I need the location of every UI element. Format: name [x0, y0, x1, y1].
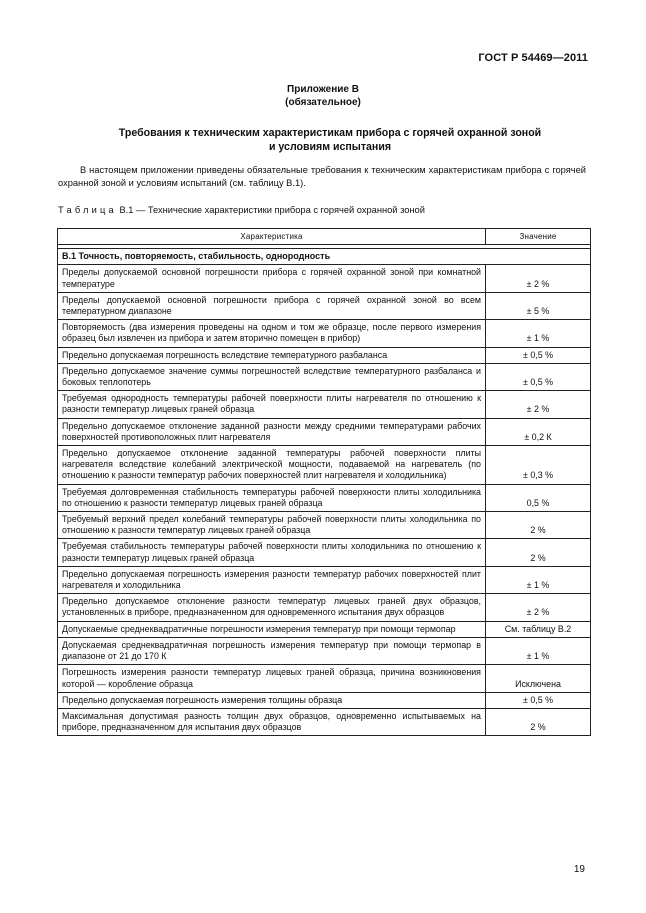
- characteristic-cell: Погрешность измерения разности температур лицевых граней образца, причина возникновения которой — коробление образца: [58, 665, 486, 692]
- value-cell: ± 0,5 %: [486, 363, 591, 390]
- characteristic-cell: Требуемый верхний предел колебаний температуры рабочей поверхности плиты холодильника по отношению к разности температур лицевых граней образца: [58, 512, 486, 539]
- value-cell: 2 %: [486, 512, 591, 539]
- table-body: [58, 245, 591, 736]
- characteristic-cell: Повторяемость (два измерения проведены на одном и том же образце, после первого измерения образец был извлечен из прибора и затем вторично помещен в прибор): [58, 320, 486, 347]
- value-cell: ± 1 %: [486, 637, 591, 664]
- annex-status: (обязательное): [285, 97, 361, 108]
- table-row: [58, 512, 591, 539]
- value-cell: ± 2 %: [486, 265, 591, 292]
- section-title: В.1 Точность, повторяемость, стабильность, однородность: [58, 249, 591, 265]
- intro-paragraph: В настоящем приложении приведены обязательные требования к техническим характеристикам прибора с горячей охранной зоной и условиям испытаний (см. таблицу В.1).: [58, 165, 586, 188]
- value-cell: ± 2 %: [486, 391, 591, 418]
- value-cell: ± 0,5 %: [486, 347, 591, 363]
- section-row: [58, 249, 591, 265]
- value-cell: 2 %: [486, 539, 591, 566]
- table-row: [58, 621, 591, 637]
- value-cell: ± 0,2 К: [486, 418, 591, 445]
- annex-title: [0, 83, 646, 109]
- table-row: [58, 363, 591, 390]
- table-caption-word: Таблица: [58, 205, 117, 215]
- characteristic-cell: Предельно допускаемая погрешность измерения толщины образца: [58, 692, 486, 708]
- value-cell: ± 1 %: [486, 320, 591, 347]
- table-row: [58, 320, 591, 347]
- table-row: [58, 566, 591, 593]
- column-header-characteristic: Характеристика: [58, 229, 486, 245]
- characteristic-cell: Максимальная допустимая разность толщин двух образцов, одновременно испытываемых на приборе, предназначенном для испытания двух образцов: [58, 708, 486, 735]
- characteristic-cell: Предельно допускаемая погрешность вследствие температурного разбаланса: [58, 347, 486, 363]
- characteristic-cell: Требуемая долговременная стабильность температуры рабочей поверхности плиты холодильника по отношению к разности температур лицевых граней образца: [58, 484, 486, 511]
- value-cell: 2 %: [486, 708, 591, 735]
- table-row: [58, 594, 591, 621]
- table-row: [58, 484, 591, 511]
- page-number: 19: [573, 864, 585, 875]
- annex-heading: [40, 126, 620, 154]
- characteristic-cell: Предельно допускаемое значение суммы погрешностей вследствие температурного разбаланса и боковых теплопотерь: [58, 363, 486, 390]
- table-row: [58, 665, 591, 692]
- characteristic-cell: Допускаемая среднеквадратичная погрешность измерения температур при помощи термопар в диапазоне от 21 до 170 К: [58, 637, 486, 664]
- table-row: [58, 446, 591, 485]
- annex-heading-line-1: Требования к техническим характеристикам прибора с горячей охранной зоной: [118, 127, 542, 139]
- table-caption: [58, 204, 598, 216]
- table-row: [58, 637, 591, 664]
- characteristic-cell: Предельно допускаемая погрешность измерения разности температур рабочих поверхностей плит нагревателя и холодильника: [58, 566, 486, 593]
- table-row: [58, 292, 591, 319]
- annex-label: Приложение В: [287, 84, 359, 95]
- characteristic-cell: Предельно допускаемое отклонение разности температур лицевых граней двух образцов, установленных в приборе, предназначенном для одновременного испытания двух образцов: [58, 594, 486, 621]
- table-row: [58, 265, 591, 292]
- characteristic-cell: Допускаемые среднеквадратичные погрешности измерения температур при помощи термопар: [58, 621, 486, 637]
- characteristic-cell: Пределы допускаемой основной погрешности прибора с горячей охранной зоной при комнатной температуре: [58, 265, 486, 292]
- table-row: [58, 692, 591, 708]
- table-row: [58, 539, 591, 566]
- document-code: ГОСТ Р 54469—2011: [478, 52, 588, 64]
- table-row: [58, 418, 591, 445]
- annex-heading-line-2: и условиям испытания: [268, 141, 392, 153]
- table-row: [58, 391, 591, 418]
- characteristic-cell: Требуемая стабильность температуры рабочей поверхности плиты холодильника по отношению к разности температур лицевых граней образца: [58, 539, 486, 566]
- characteristic-cell: Пределы допускаемой основной погрешности прибора с горячей охранной зоной во всем температурном диапазоне: [58, 292, 486, 319]
- value-cell: ± 1 %: [486, 566, 591, 593]
- value-cell: ± 0,3 %: [486, 446, 591, 485]
- specification-table: [57, 228, 591, 736]
- value-cell: ± 5 %: [486, 292, 591, 319]
- characteristic-cell: Предельно допускаемое отклонение заданной температуры рабочей поверхности плиты нагревателя вследствие колебаний электрической мощности, подаваемой на нагреватель (по отношению к разности температур рабочих поверхностей плит нагревателя и холодильника): [58, 446, 486, 485]
- characteristic-cell: Требуемая однородность температуры рабочей поверхности плиты нагревателя по отношению к разности температур лицевых граней образца: [58, 391, 486, 418]
- value-cell: Исключена: [486, 665, 591, 692]
- value-cell: 0,5 %: [486, 484, 591, 511]
- table-row: [58, 347, 591, 363]
- table-header-row: [58, 229, 591, 245]
- column-header-value: Значение: [486, 229, 591, 245]
- table-caption-text: В.1 — Технические характеристики прибора с горячей охранной зоной: [119, 205, 425, 215]
- value-cell: ± 2 %: [486, 594, 591, 621]
- value-cell: ± 0,5 %: [486, 692, 591, 708]
- table-row: [58, 708, 591, 735]
- characteristic-cell: Предельно допускаемое отклонение заданной разности между средними температурами рабочих поверхностей противоположных плит нагревателя: [58, 418, 486, 445]
- value-cell: См. таблицу В.2: [486, 621, 591, 637]
